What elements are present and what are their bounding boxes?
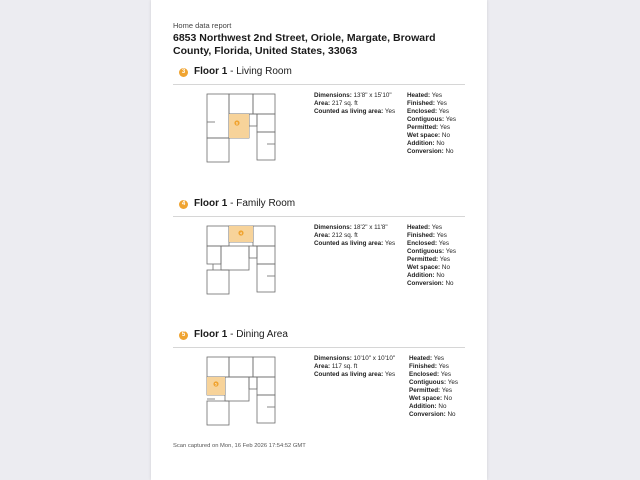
dimensions-value: 13'8" x 15'10" xyxy=(353,92,392,99)
room-number-badge: 3 xyxy=(179,68,188,77)
room-header xyxy=(173,198,465,217)
room-header xyxy=(173,66,465,85)
permitted-value: Yes xyxy=(439,124,451,131)
addition-value: No xyxy=(438,403,447,410)
room-highlight xyxy=(229,114,249,138)
floor-plan-dining-area xyxy=(205,355,285,429)
permitted-value: Yes xyxy=(441,387,453,394)
addition-value: No xyxy=(436,272,445,279)
wet-space-value: No xyxy=(441,132,450,139)
room-specs: Dimensions: 18'2" x 11'8" Area: 212 sq. ft Counted as living area: Yes xyxy=(314,224,396,247)
finished-value: Yes xyxy=(436,232,447,239)
conversion-value: No xyxy=(445,148,454,155)
addition-value: No xyxy=(436,140,445,147)
room-name: Dining Area xyxy=(236,329,288,340)
room-title xyxy=(194,66,292,77)
living-area-value: Yes xyxy=(384,240,396,247)
room-section-family-room xyxy=(173,198,465,308)
enclosed-value: Yes xyxy=(438,240,450,247)
floor-label: Floor 1 xyxy=(194,329,228,340)
living-area-value: Yes xyxy=(384,371,396,378)
floor-label: Floor 1 xyxy=(194,198,228,209)
contiguous-value: Yes xyxy=(445,248,456,255)
contiguous-value: Yes xyxy=(447,379,458,386)
report-page xyxy=(151,0,487,480)
contiguous-value: Yes xyxy=(445,116,456,123)
enclosed-value: Yes xyxy=(440,371,452,378)
finished-value: Yes xyxy=(438,363,449,370)
title-separator: - xyxy=(227,66,237,77)
room-marker-number: 4 xyxy=(240,231,242,236)
heated-value: Yes xyxy=(433,355,445,362)
conversion-value: No xyxy=(445,280,454,287)
floor-label: Floor 1 xyxy=(194,66,228,77)
room-name: Living Room xyxy=(236,66,292,77)
room-specs: Dimensions: 10'10" x 10'10" Area: 117 sq. ft Counted as living area: Yes xyxy=(314,355,396,378)
finished-value: Yes xyxy=(436,100,447,107)
room-header xyxy=(173,329,465,348)
room-number-badge: 4 xyxy=(179,200,188,209)
scan-timestamp: Scan captured on Mon, 16 Feb 2026 17:54:52 GMT xyxy=(173,443,306,449)
room-marker-number: 6 xyxy=(236,121,238,126)
living-area-value: Yes xyxy=(384,108,396,115)
room-title xyxy=(194,329,288,340)
room-marker-number: 5 xyxy=(215,382,217,387)
room-section-living-room xyxy=(173,66,465,176)
floor-plan-family-room xyxy=(205,224,285,298)
area-value: 117 sq. ft xyxy=(331,363,358,370)
permitted-value: Yes xyxy=(439,256,451,263)
room-flags: Heated: Yes Finished: Yes Enclosed: Yes Contiguous: Yes Permitted: Yes Wet space: No Addition: No Conversion: No xyxy=(407,224,456,287)
property-address: 6853 Northwest 2nd Street, Oriole, Margate, Broward County, Florida, United States, 33063 xyxy=(173,32,436,57)
room-flags: Heated: Yes Finished: Yes Enclosed: Yes Contiguous: Yes Permitted: Yes Wet space: No Addition: No Conversion: No xyxy=(409,355,458,418)
area-value: 217 sq. ft xyxy=(331,100,358,107)
room-specs: Dimensions: 13'8" x 15'10" Area: 217 sq. ft Counted as living area: Yes xyxy=(314,92,396,115)
heated-value: Yes xyxy=(431,224,443,231)
heated-value: Yes xyxy=(431,92,443,99)
report-label: Home data report xyxy=(173,21,232,30)
room-title xyxy=(194,198,295,209)
conversion-value: No xyxy=(447,411,456,418)
title-separator: - xyxy=(227,329,237,340)
wet-space-value: No xyxy=(441,264,450,271)
title-separator: - xyxy=(227,198,237,209)
wet-space-value: No xyxy=(443,395,452,402)
room-section-dining-area xyxy=(173,329,465,439)
room-flags: Heated: Yes Finished: Yes Enclosed: Yes Contiguous: Yes Permitted: Yes Wet space: No Addition: No Conversion: No xyxy=(407,92,456,155)
enclosed-value: Yes xyxy=(438,108,450,115)
room-name: Family Room xyxy=(236,198,296,209)
room-number-badge: 5 xyxy=(179,331,188,340)
dimensions-value: 18'2" x 11'8" xyxy=(353,224,388,231)
area-value: 212 sq. ft xyxy=(331,232,358,239)
floor-plan-living-room xyxy=(205,92,285,166)
dimensions-value: 10'10" x 10'10" xyxy=(353,355,396,362)
